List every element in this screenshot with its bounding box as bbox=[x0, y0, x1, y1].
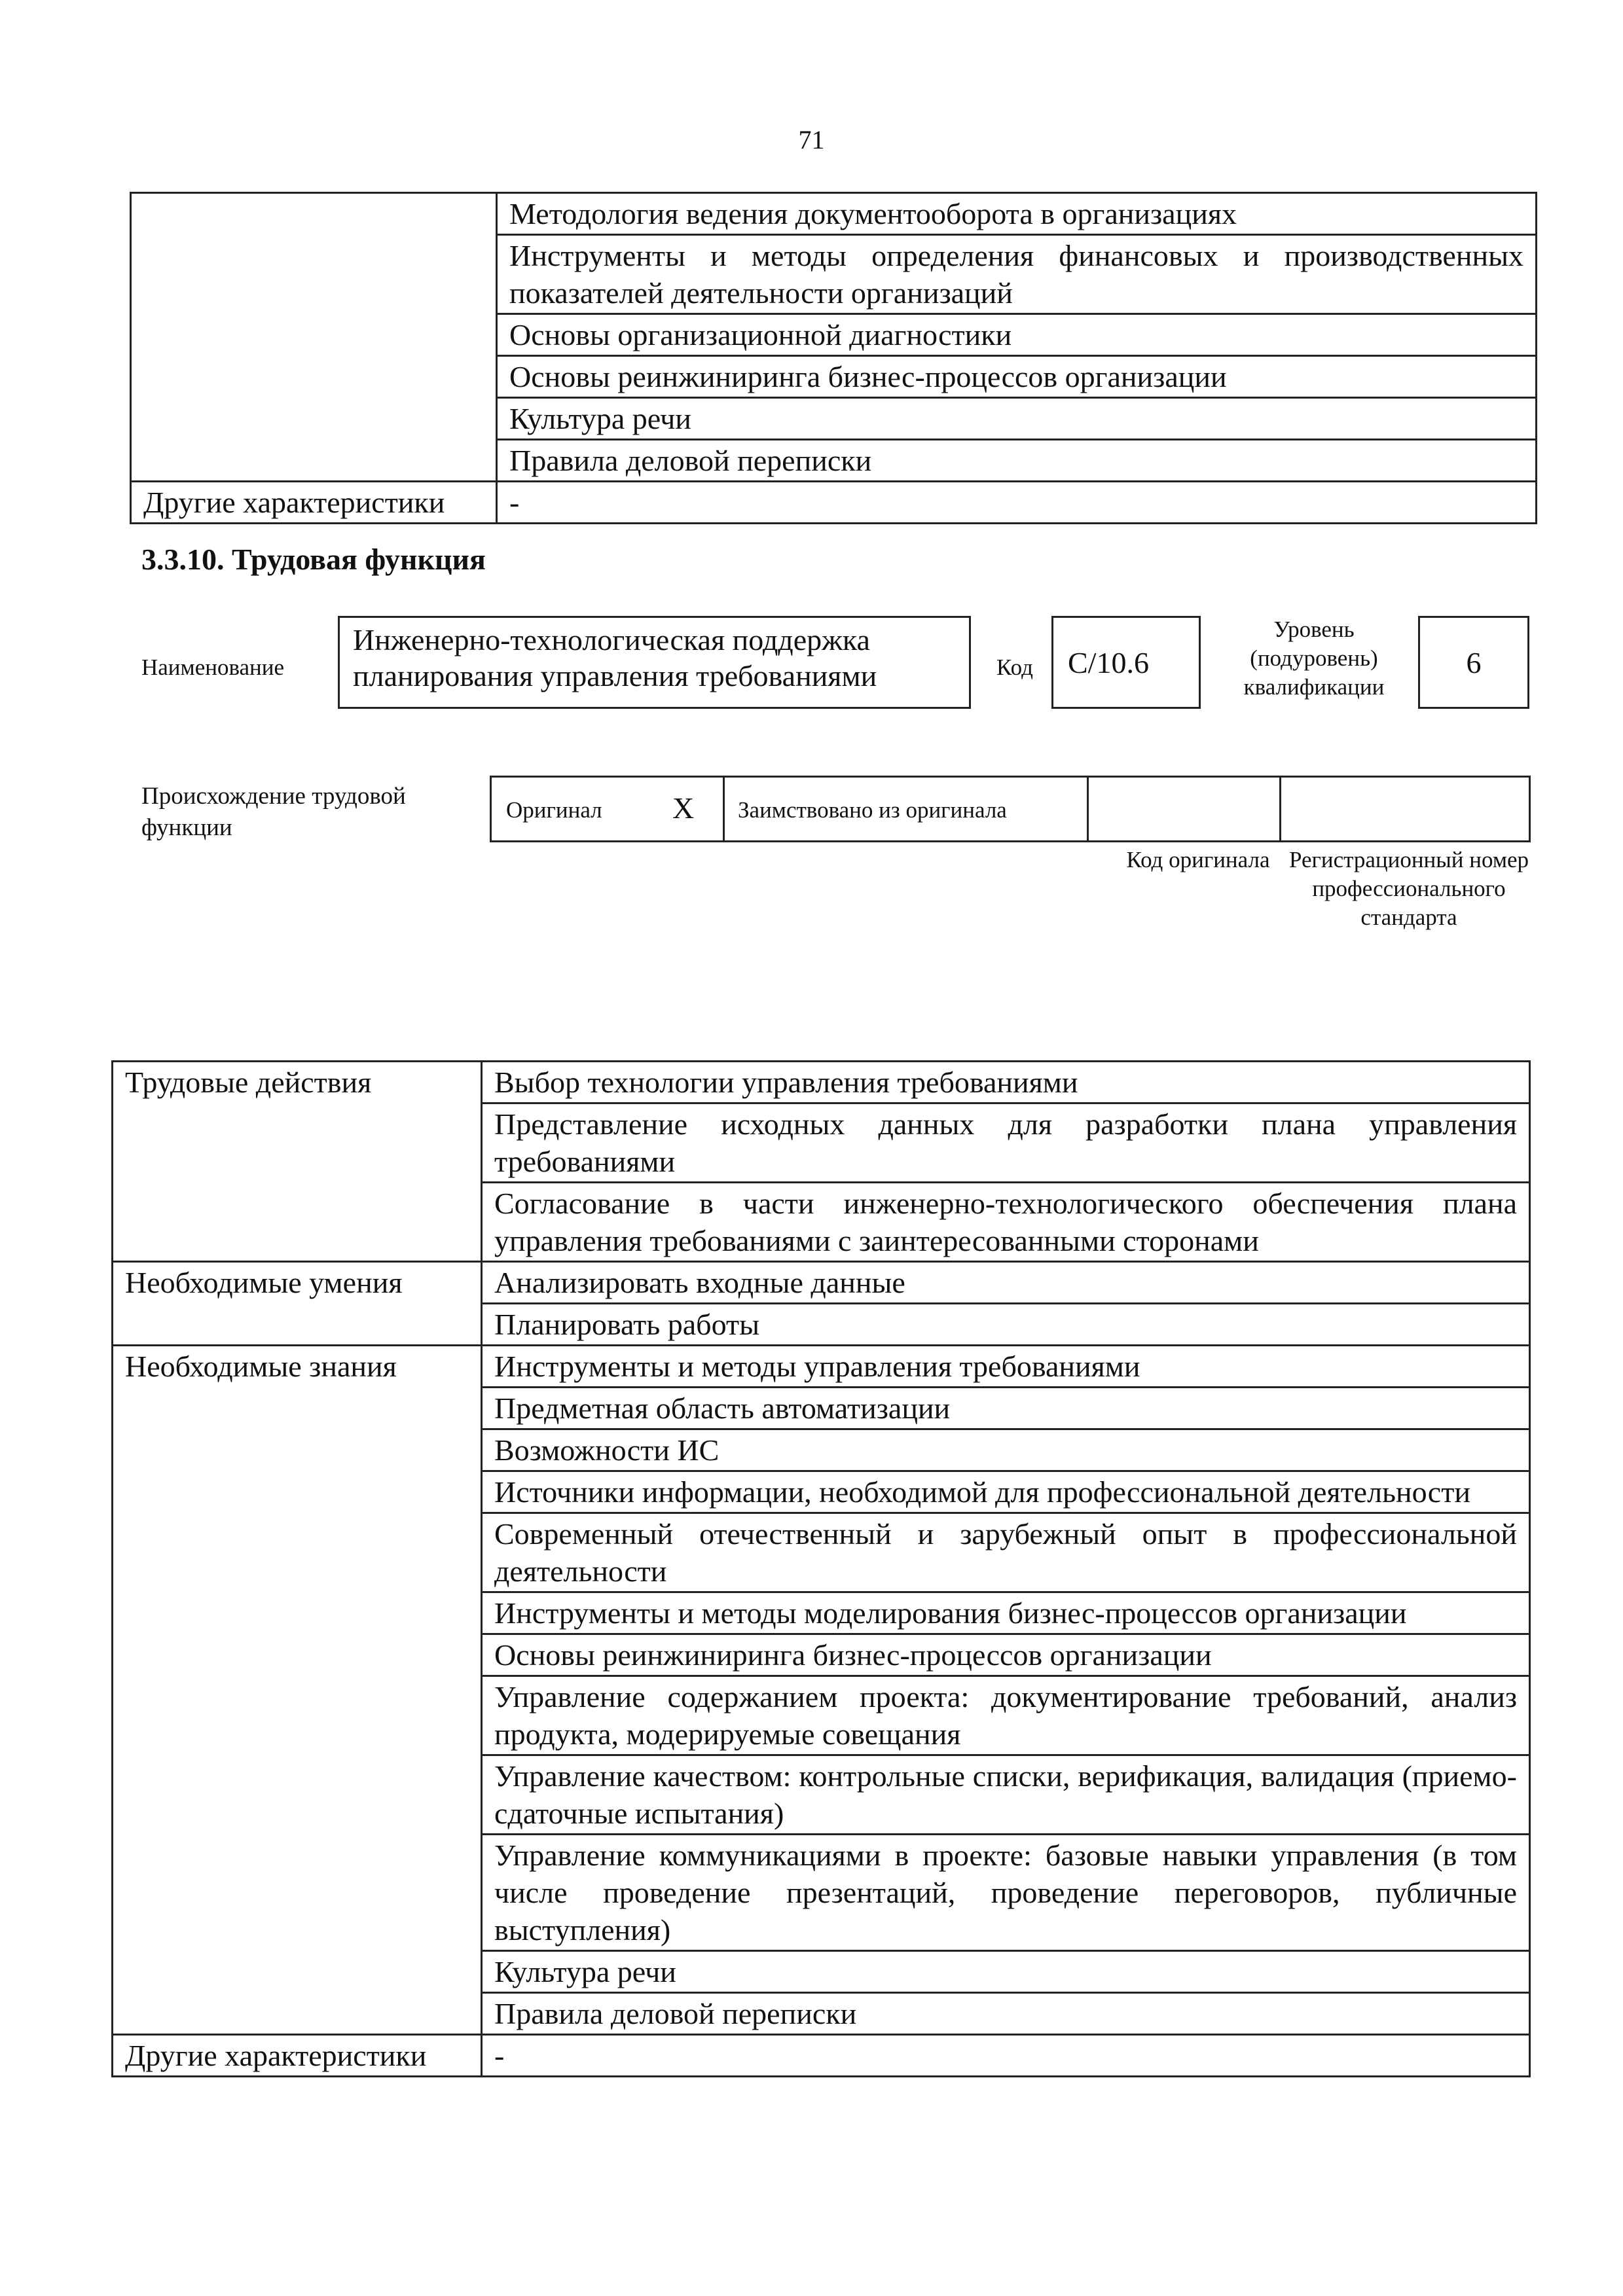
knowledge-continuation-table bbox=[130, 192, 1537, 524]
borrowed-label: Заимствовано из оригинала bbox=[738, 797, 1007, 823]
knowledge-item: Управление качеством: контрольные списки, верификация, валидация (приемо-сдаточные испытания) bbox=[482, 1755, 1530, 1835]
knowledge-item: Методология ведения документооборота в организациях bbox=[497, 193, 1537, 235]
skill-item: Планировать работы bbox=[482, 1304, 1530, 1346]
skill-item: Анализировать входные данные bbox=[482, 1262, 1530, 1304]
knowledge-item: Современный отечественный и зарубежный опыт в профессиональной деятельности bbox=[482, 1513, 1530, 1592]
labor-actions-label: Трудовые действия bbox=[113, 1062, 482, 1262]
knowledge-item: Культура речи bbox=[482, 1951, 1530, 1993]
knowledge-item: Основы организационной диагностики bbox=[497, 314, 1537, 356]
knowledge-item: Основы реинжиниринга бизнес-процессов организации bbox=[482, 1634, 1530, 1676]
other-characteristics-value: - bbox=[497, 482, 1537, 524]
skills-label: Необходимые умения bbox=[113, 1262, 482, 1346]
knowledge-label: Необходимые знания bbox=[113, 1346, 482, 2035]
qualification-level-box: 6 bbox=[1418, 616, 1529, 709]
knowledge-item: Правила деловой переписки bbox=[482, 1993, 1530, 2035]
page-number: 71 bbox=[798, 125, 825, 154]
knowledge-item: Возможности ИС bbox=[482, 1429, 1530, 1471]
labor-action-item: Согласование в части инженерно-технологического обеспечения плана управления требованиями с заинтересованными сторонами bbox=[482, 1183, 1530, 1262]
original-label: Оригинал bbox=[506, 797, 602, 823]
code-original-caption: Код оригинала bbox=[1126, 847, 1270, 872]
other-characteristics-label: Другие характеристики bbox=[113, 2035, 482, 2077]
knowledge-item: Предметная область автоматизации bbox=[482, 1388, 1530, 1429]
origin-row bbox=[490, 776, 1531, 842]
code-value-box: C/10.6 bbox=[1051, 616, 1201, 709]
labor-action-item: Выбор технологии управления требованиями bbox=[482, 1062, 1530, 1103]
qualification-level-label: Уровень (подуровень) квалификации bbox=[1243, 617, 1385, 700]
other-characteristics-label: Другие характеристики bbox=[131, 482, 497, 524]
original-code-cell bbox=[1087, 776, 1279, 842]
knowledge-item: Управление коммуникациями в проекте: базовые навыки управления (в том числе проведение презентаций, проведение переговоров, публичные выступления) bbox=[482, 1835, 1530, 1951]
registration-number-caption: Регистрационный номер профессионального стандарта bbox=[1288, 847, 1529, 930]
knowledge-item: Культура речи bbox=[497, 398, 1537, 440]
other-characteristics-value: - bbox=[482, 2035, 1530, 2077]
registration-number-cell bbox=[1279, 776, 1531, 842]
function-name-box: Инженерно-технологическая поддержка планирования управления требованиями bbox=[338, 616, 971, 709]
knowledge-item: Источники информации, необходимой для профессиональной деятельности bbox=[482, 1471, 1530, 1513]
original-cell bbox=[490, 776, 723, 842]
labor-function-table bbox=[111, 1060, 1531, 2077]
knowledge-item: Инструменты и методы определения финансовых и производственных показателей деятельности организаций bbox=[497, 235, 1537, 314]
borrowed-cell bbox=[723, 776, 1087, 842]
knowledge-item: Инструменты и методы моделирования бизнес-процессов организации bbox=[482, 1592, 1530, 1634]
original-mark: X bbox=[672, 791, 695, 825]
section-heading: 3.3.10. Трудовая функция bbox=[141, 543, 486, 576]
empty-label-cell bbox=[131, 193, 497, 482]
knowledge-item: Инструменты и методы управления требованиями bbox=[482, 1346, 1530, 1388]
knowledge-item: Управление содержанием проекта: документирование требований, анализ продукта, модерируемые совещания bbox=[482, 1676, 1530, 1755]
labor-action-item: Представление исходных данных для разработки плана управления требованиями bbox=[482, 1103, 1530, 1183]
knowledge-item: Правила деловой переписки bbox=[497, 440, 1537, 482]
origin-label: Происхождение трудовой функции bbox=[141, 783, 406, 841]
code-label: Код bbox=[996, 655, 1033, 680]
knowledge-item: Основы реинжиниринга бизнес-процессов организации bbox=[497, 356, 1537, 398]
name-label: Наименование bbox=[141, 655, 285, 680]
